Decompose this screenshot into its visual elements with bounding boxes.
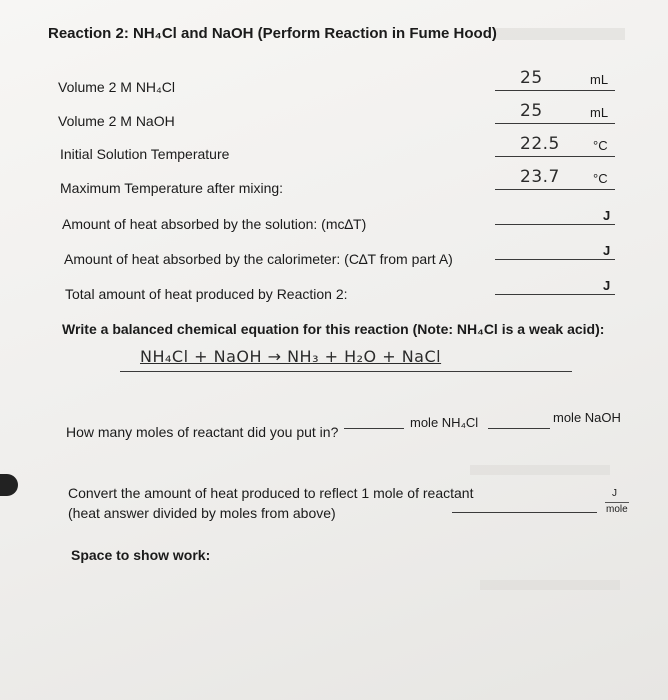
vol-naoh-line xyxy=(495,123,615,124)
convert-line1: Convert the amount of heat produced to reflect 1 mole of reactant xyxy=(68,485,474,501)
vol-naoh-unit: mL xyxy=(590,105,609,120)
equation-answer[interactable]: NH₄Cl + NaOH → NH₃ + H₂O + NaCl xyxy=(140,347,442,366)
moles-naoh-unit: mole NaOH xyxy=(553,410,621,425)
moles-question: How many moles of reactant did you put in? xyxy=(66,424,339,440)
max-temp-line xyxy=(495,189,615,190)
equation-prompt: Write a balanced chemical equation for this reaction (Note: NH₄Cl is a weak acid): xyxy=(62,321,605,337)
binder-tab xyxy=(0,474,18,496)
section-title: Reaction 2: NH₄Cl and NaOH (Perform Reaction in Fume Hood) xyxy=(48,25,497,42)
initial-temp-unit: °C xyxy=(593,138,608,153)
total-heat-unit: J xyxy=(603,278,611,293)
moles-naoh-line[interactable] xyxy=(488,428,550,429)
moles-nh4cl-unit: mole NH₄Cl xyxy=(410,415,479,430)
convert-answer-line[interactable] xyxy=(452,512,597,513)
total-heat-label: Total amount of heat produced by Reaction 2: xyxy=(65,286,348,302)
initial-temp-label: Initial Solution Temperature xyxy=(60,146,230,162)
initial-temp-value[interactable]: 22.5 xyxy=(520,134,560,154)
work-label: Space to show work: xyxy=(71,547,211,563)
vol-naoh-value[interactable]: 25 xyxy=(520,101,543,121)
equation-line xyxy=(120,371,572,372)
heat-calorimeter-line[interactable] xyxy=(495,259,615,260)
vol-naoh-label: Volume 2 M NaOH xyxy=(58,113,175,129)
heat-calorimeter-unit: J xyxy=(603,243,611,258)
vol-nh4cl-unit: mL xyxy=(590,72,609,87)
bleed-through-mark xyxy=(470,465,610,475)
vol-nh4cl-label: Volume 2 M NH₄Cl xyxy=(58,79,175,95)
moles-nh4cl-line[interactable] xyxy=(344,428,404,429)
max-temp-unit: °C xyxy=(593,171,608,186)
convert-unit-denominator: mole xyxy=(606,504,628,515)
heat-solution-unit: J xyxy=(603,208,611,223)
initial-temp-line xyxy=(495,156,615,157)
vol-nh4cl-line xyxy=(495,90,615,91)
convert-line2: (heat answer divided by moles from above) xyxy=(68,505,336,521)
max-temp-label: Maximum Temperature after mixing: xyxy=(60,180,284,196)
total-heat-line[interactable] xyxy=(495,294,615,295)
heat-solution-label: Amount of heat absorbed by the solution: (mc∆T) xyxy=(62,216,367,232)
convert-unit-numerator: J xyxy=(612,488,617,499)
heat-calorimeter-label: Amount of heat absorbed by the calorimeter: (C∆T from part A) xyxy=(64,251,453,267)
bleed-through-mark xyxy=(495,28,625,40)
convert-fraction-bar xyxy=(605,502,629,503)
max-temp-value[interactable]: 23.7 xyxy=(520,167,560,187)
heat-solution-line[interactable] xyxy=(495,224,615,225)
vol-nh4cl-value[interactable]: 25 xyxy=(520,68,543,88)
bleed-through-mark xyxy=(480,580,620,590)
